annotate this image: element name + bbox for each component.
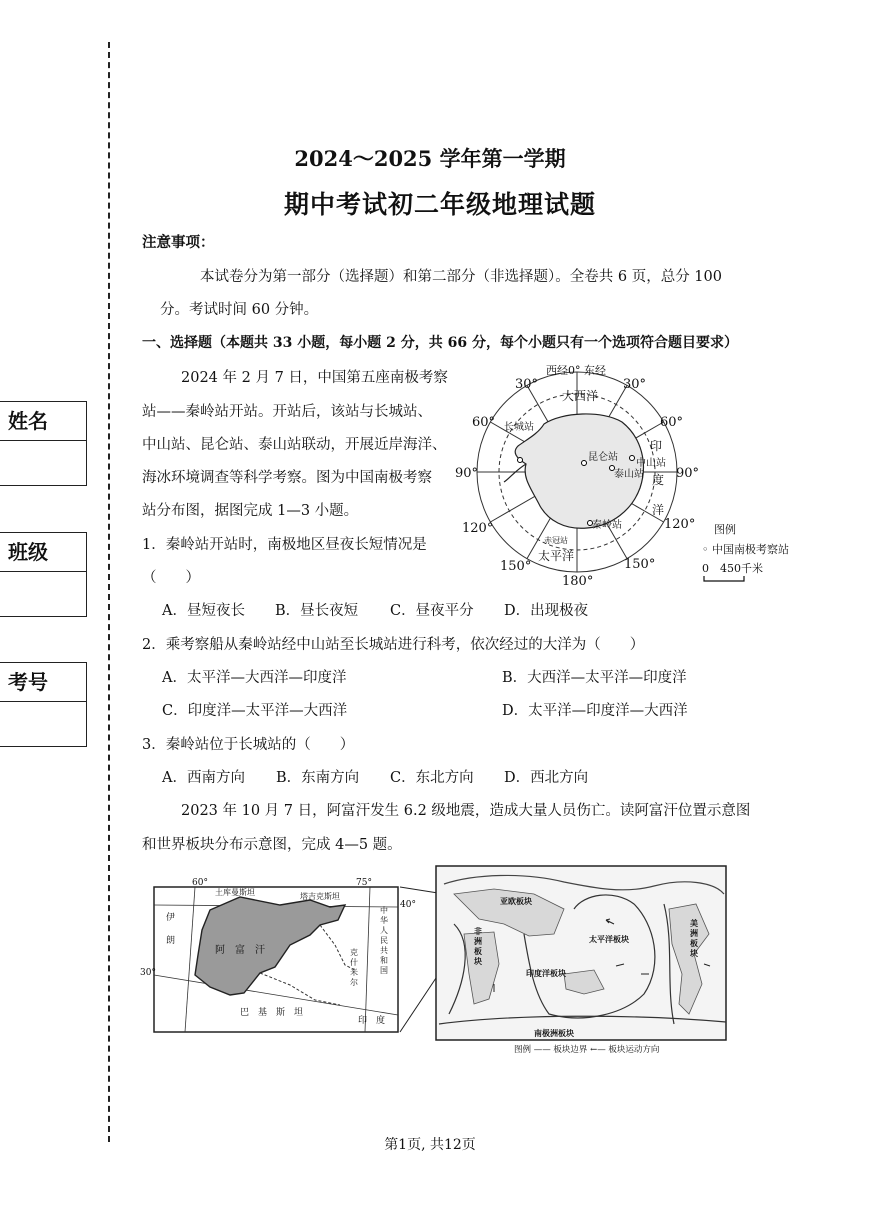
country-turkmenistan: 土库曼斯坦 <box>215 888 255 897</box>
q3-stem: 3．秦岭站位于长城站的（ ） <box>142 737 355 753</box>
plate-africa-2: 洲 <box>474 936 482 946</box>
q1-paren: （ ） <box>142 570 200 586</box>
notice-line-2: 分。考试时间 60 分钟。 <box>160 302 319 318</box>
q3-option-c[interactable]: C．东北方向 <box>390 770 474 786</box>
deg-90-right: 90° <box>676 466 700 481</box>
deg-90-left: 90° <box>455 466 479 481</box>
deg-180: 180° <box>562 574 594 589</box>
q3-option-a[interactable]: A．西南方向 <box>162 770 245 786</box>
station-changcheng: 长城站 <box>504 422 534 433</box>
lon-60: 60° <box>192 878 208 888</box>
deg-150-left: 150° <box>500 559 532 574</box>
q2-option-c[interactable]: C．印度洋—太平洋—大西洋 <box>162 703 348 719</box>
plate-indian: 印度洋板块 <box>526 968 566 978</box>
deg-120-left: 120° <box>462 521 494 536</box>
country-iran-2: 朗 <box>166 936 176 946</box>
scale-value: 450千米 <box>720 562 763 575</box>
afghanistan-location-map <box>140 875 416 1040</box>
lon-75: 75° <box>356 878 372 888</box>
intro1-line-4: 海冰环境调查等科学考察。图为中国南极考察 <box>142 470 432 486</box>
station-taishan: 泰山站 <box>614 469 644 480</box>
ocean-indian-2: 度 <box>652 473 665 487</box>
country-china-6: 和 <box>380 956 388 965</box>
plate-africa-1: 非 <box>474 926 482 936</box>
country-iran-1: 伊 <box>166 913 176 923</box>
term-title: 2024～2025 学年第一学期 <box>294 146 566 171</box>
q1-option-c[interactable]: C．昼夜平分 <box>390 603 474 619</box>
plate-eurasia: 亚欧板块 <box>500 896 532 906</box>
class-label: 班级 <box>0 533 86 572</box>
class-box <box>0 532 87 617</box>
deg-30-left: 30° <box>515 377 539 392</box>
lat-40: 40° <box>400 900 416 910</box>
antarctic-peninsula <box>504 464 526 482</box>
station-kunlun-marker <box>582 461 587 466</box>
exam-title: 期中考试初二年级地理试题 <box>283 190 596 219</box>
station-kunlun: 昆仑站 <box>588 452 618 463</box>
map-legend-title: 图例 <box>714 523 736 536</box>
notice-line-1: 本试卷分为第一部分（选择题）和第二部分（非选择题）。全卷共 6 页，总分 100 <box>200 269 722 285</box>
name-box <box>0 401 87 486</box>
meridian-top-label: 西经0° 东经 <box>546 364 606 377</box>
plate-america-2: 洲 <box>690 928 698 938</box>
plate-africa-4: 块 <box>474 956 482 966</box>
station-zhongshan: 中山站 <box>636 458 666 469</box>
country-china-2: 华 <box>380 916 388 925</box>
ocean-pacific: 太平洋 <box>538 549 575 563</box>
name-field[interactable] <box>0 441 86 485</box>
deg-120-right: 120° <box>664 517 696 532</box>
intro1-line-1: 2024 年 2 月 7 日，中国第五座南极考察 <box>181 370 448 386</box>
deg-60-right: 60° <box>660 415 684 430</box>
antarctic-station-map <box>452 360 792 590</box>
q3-option-d[interactable]: D．西北方向 <box>504 770 589 786</box>
world-plate-map <box>434 864 730 1054</box>
deg-30-right: 30° <box>623 377 647 392</box>
q3-option-b[interactable]: B．东南方向 <box>276 770 360 786</box>
deg-150-right: 150° <box>624 557 656 572</box>
scale-zero: 0 <box>702 562 709 575</box>
name-label: 姓名 <box>0 402 86 441</box>
q2-option-b[interactable]: B．大西洋—太平洋—印度洋 <box>502 670 687 686</box>
plate-map-legend: 图例 —— 板块边界 ←— 板块运动方向 <box>514 1045 660 1055</box>
country-china-5: 共 <box>380 946 388 955</box>
intro1-line-2: 站——秦岭站开站。开站后，该站与长城站、 <box>142 404 432 420</box>
id-label: 考号 <box>0 663 86 702</box>
deg-60-left: 60° <box>472 415 496 430</box>
country-china-4: 民 <box>380 936 388 945</box>
station-changcheng-marker <box>518 458 523 463</box>
country-china-1: 中 <box>380 906 388 915</box>
q2-stem: 2．乘考察船从秦岭站经中山站至长城站进行科考，依次经过的大洋为（ ） <box>142 637 645 653</box>
plate-america-3: 板 <box>690 938 698 948</box>
scale-bar <box>704 576 744 581</box>
intro1-line-3: 中山站、昆仑站、泰山站联动，开展近岸海洋、 <box>142 437 447 453</box>
region-kashmir-2: 什 <box>350 958 358 967</box>
ocean-atlantic: 大西洋 <box>562 389 599 403</box>
id-field[interactable] <box>0 702 86 746</box>
q2-option-d[interactable]: D．太平洋—印度洋—大西洋 <box>502 703 688 719</box>
q1-option-b[interactable]: B．昼长夜短 <box>275 603 359 619</box>
map-legend-item: ◦ 中国南极考察站 <box>702 543 789 556</box>
section-heading: 一、选择题（本题共 33 小题，每小题 2 分，共 66 分，每个小题只有一个选项符合题目要求） <box>142 335 738 351</box>
q1-stem: 1．秦岭站开站时，南极地区昼夜长短情况是 <box>142 537 427 553</box>
page-footer: 第1页, 共12页 <box>384 1137 476 1153</box>
station-qinling: 秦岭站 <box>592 520 622 531</box>
q1-option-d[interactable]: D．出现极夜 <box>504 603 589 619</box>
lat-30: 30° <box>140 968 156 978</box>
country-china-7: 国 <box>380 966 388 975</box>
q2-option-a[interactable]: A．太平洋—大西洋—印度洋 <box>162 670 347 686</box>
ocean-indian-1: 印 <box>650 439 663 453</box>
country-tajikistan: 塔吉克斯坦 <box>300 892 340 901</box>
plate-antarctic: 南极洲板块 <box>534 1028 574 1038</box>
plate-america-4: 块 <box>690 948 698 958</box>
country-pakistan: 巴 基 斯 坦 <box>240 1008 304 1018</box>
station-zhongshan-marker <box>630 456 635 461</box>
class-field[interactable] <box>0 572 86 616</box>
country-india: 印 度 <box>358 1016 386 1026</box>
region-kashmir-1: 克 <box>350 948 358 957</box>
q1-option-a[interactable]: A．昼短夜长 <box>162 603 245 619</box>
intro2-line-1: 2023 年 10 月 7 日，阿富汗发生 6.2 级地震，造成大量人员伤亡。读阿富汗位置示意图 <box>181 803 751 819</box>
id-box <box>0 662 87 747</box>
intro2-line-2: 和世界板块分布示意图，完成 4—5 题。 <box>142 837 402 853</box>
intro1-line-5: 站分布图，据图完成 1—3 小题。 <box>142 503 359 519</box>
plate-america-1: 美 <box>690 918 698 928</box>
country-afghanistan: 阿 富 汗 <box>215 945 265 956</box>
notice-heading: 注意事项： <box>142 234 215 251</box>
plate-pacific: 太平洋板块 <box>589 934 629 944</box>
station-shelf: 赤冠站 <box>544 536 568 545</box>
ocean-indian-3: 洋 <box>652 503 665 517</box>
region-kashmir-4: 尔 <box>350 978 358 987</box>
region-kashmir-3: 米 <box>350 968 358 977</box>
plate-africa-3: 板 <box>474 946 482 956</box>
country-china-3: 人 <box>380 926 388 935</box>
